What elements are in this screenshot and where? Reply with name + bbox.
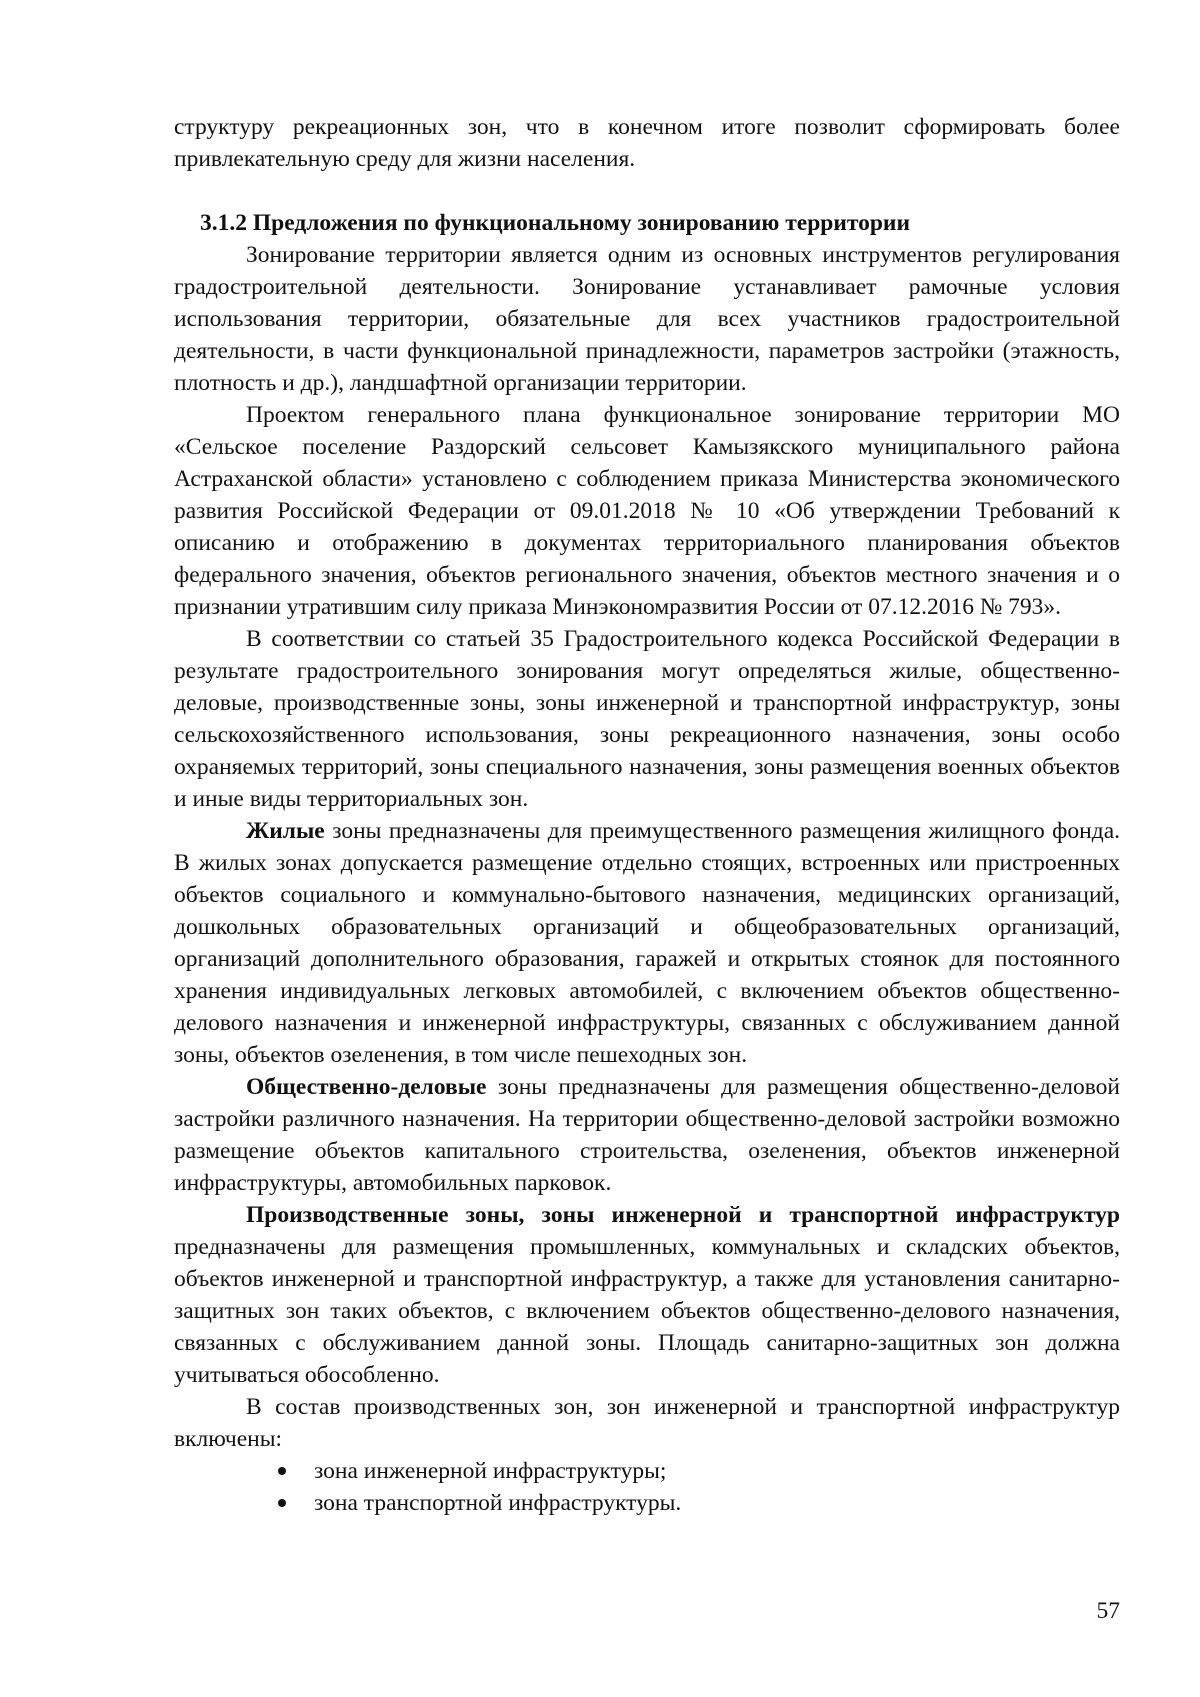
bullet-icon (278, 1499, 286, 1507)
list-item-text: зона инженерной инфраструктуры; (314, 1458, 667, 1484)
paragraph-article-35: В соответствии со статьей 35 Градостроительного кодекса Российской Федерации в результате градостроительного зонирования могут определяться жилые, общественно-деловые, производственные зоны, зоны инженерной и транспортной инфраструктур, зоны сельскохозяйственного использования, зоны рекреационного назначения, зоны особо охраняемых территорий, зоны специального назначения, зоны размещения военных объектов и иные виды территориальных зон. (174, 626, 1120, 812)
page-number: 57 (1096, 1598, 1120, 1624)
residential-lead: Жилые (246, 818, 325, 844)
list-item (278, 1487, 1120, 1519)
paragraph-composition: В состав производственных зон, зон инженерной и транспортной инфраструктур включены: (174, 1394, 1120, 1452)
industrial-text: предназначены для размещения промышленных, коммунальных и складских объектов, объектов инженерной и транспортной инфраструктур, а также для установления санитарно-защитных зон таких объектов, с включением объектов общественно-делового назначения, связанных с обслуживанием данной зоны. Площадь санитарно-защитных зон должна учитываться обособленно. (174, 1234, 1120, 1388)
intro-paragraph: структуру рекреационных зон, что в конечном итоге позволит сформировать более привлекательную среду для жизни населения. (174, 114, 1120, 172)
bullet-icon (278, 1467, 286, 1475)
page-content (174, 111, 1120, 1519)
business-lead: Общественно-деловые (246, 1074, 487, 1100)
section-heading: 3.1.2 Предложения по функциональному зонированию территории (200, 210, 911, 236)
list-item-text: зона транспортной инфраструктуры. (314, 1490, 682, 1516)
paragraph-residential-zones (174, 815, 1120, 1071)
residential-text: зоны предназначены для преимущественного размещения жилищного фонда. В жилых зонах допускается размещение отдельно стоящих, встроенных или пристроенных объектов социального и коммунально-бытового назначения, медицинских организаций, дошкольных образовательных организаций и общеобразовательных организаций, организаций дополнительного образования, гаражей и открытых стоянок для постоянного хранения индивидуальных легковых автомобилей, с включением объектов общественно-делового назначения и инженерной инфраструктуры, связанных с обслуживанием данной зоны, объектов озеленения, в том числе пешеходных зон. (174, 818, 1120, 1068)
business-text: зоны предназначены для размещения общественно-деловой застройки различного назначения. На территории общественно-деловой застройки возможно размещение объектов капитального строительства, озеленения, объектов инженерной инфраструктуры, автомобильных парковок. (174, 1074, 1120, 1196)
zones-bullet-list (174, 1455, 1120, 1519)
paragraph-business-zones (174, 1071, 1120, 1199)
industrial-lead: Производственные зоны, зоны инженерной и транспортной инфраструктур (246, 1202, 1120, 1228)
paragraph-general-plan: Проектом генерального плана функциональное зонирование территории МО «Сельское поселение Раздорский сельсовет Камызякского муниципального района Астраханской области» установлено с соблюдением приказа Министерства экономического развития Российской Федерации от 09.01.2018 № 10 «Об утверждении Требований к описанию и отображению в документах территориального планирования объектов федерального значения, объектов регионального значения, объектов местного значения и о признании утратившим силу приказа Минэкономразвития России от 07.12.2016 № 793». (174, 402, 1120, 620)
paragraph-industrial-zones (174, 1199, 1120, 1391)
list-item (278, 1455, 1120, 1487)
paragraph-zoning: Зонирование территории является одним из основных инструментов регулирования градостроительной деятельности. Зонирование устанавливает рамочные условия использования территории, обязательные для всех участников градостроительной деятельности, в части функциональной принадлежности, параметров застройки (этажность, плотность и др.), ландшафтной организации территории. (174, 242, 1120, 396)
